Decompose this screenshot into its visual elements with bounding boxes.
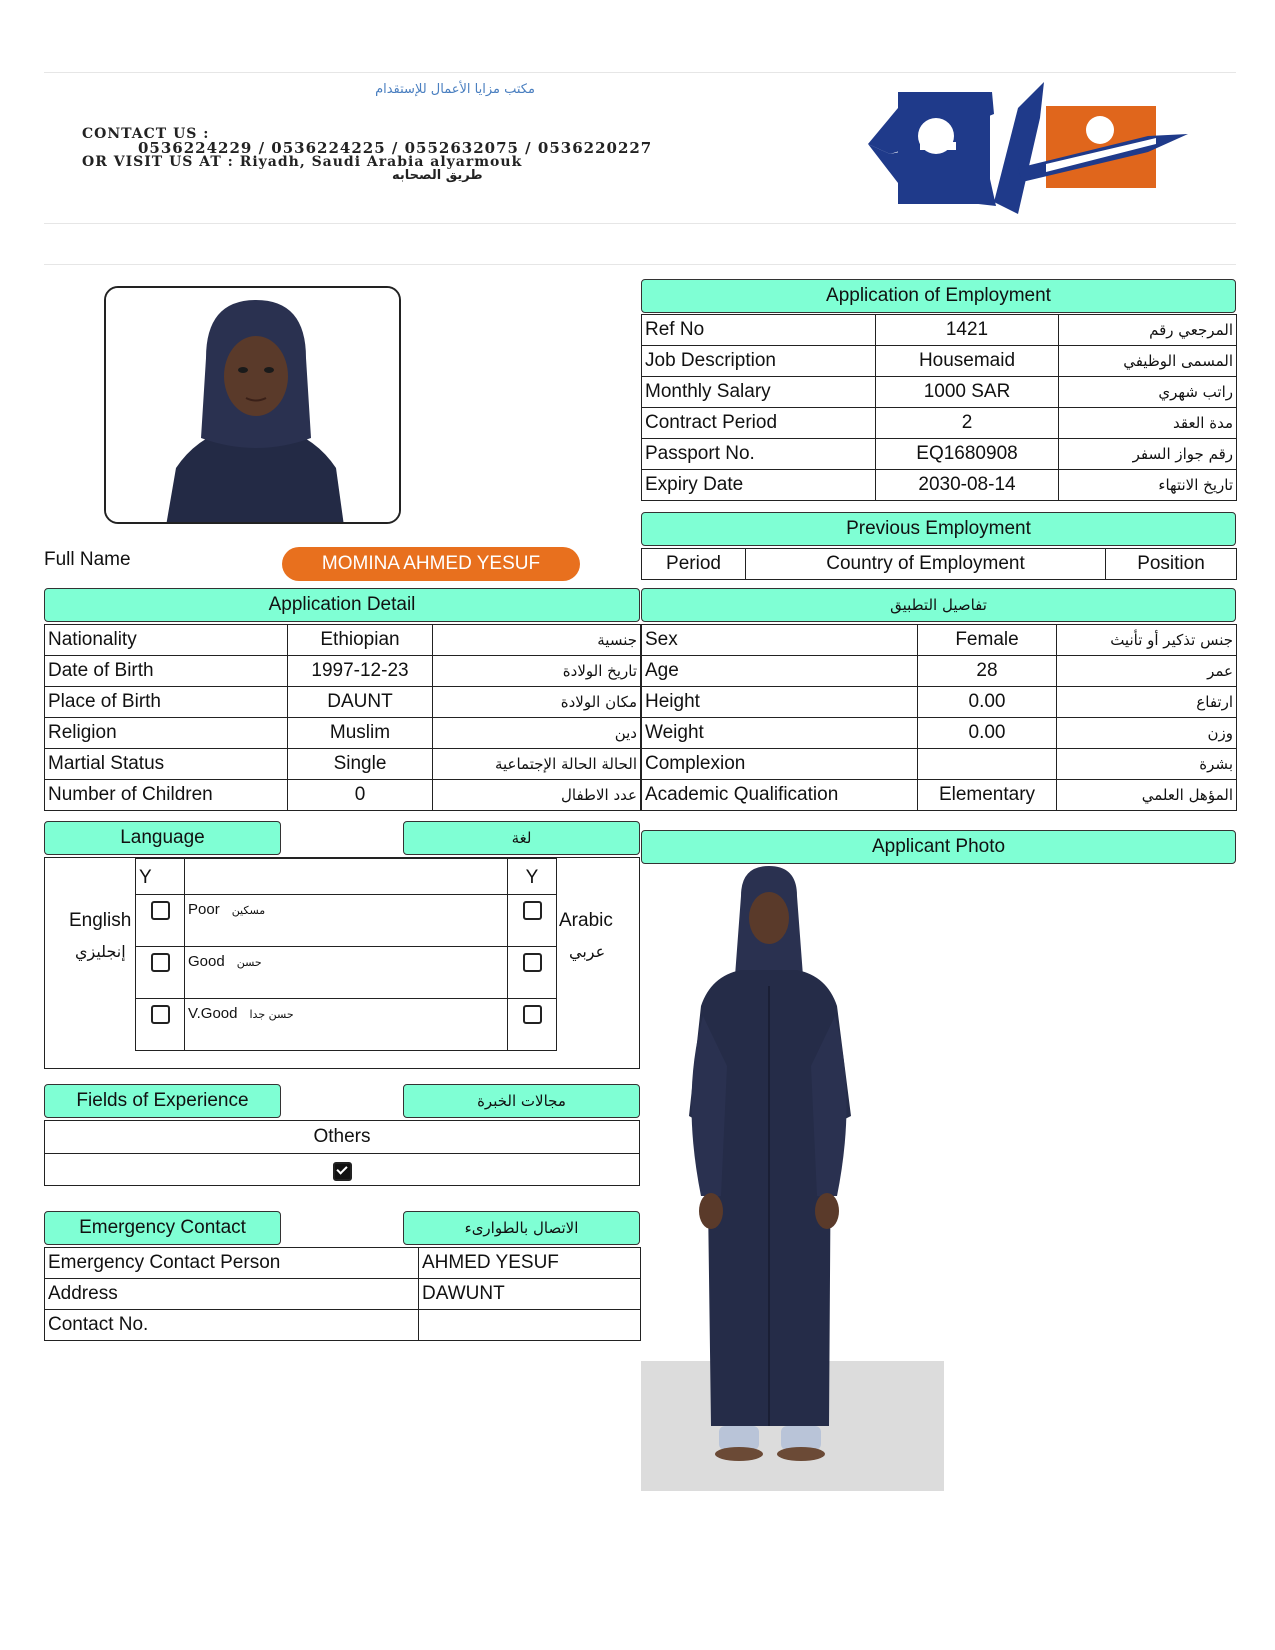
employment-arabic: المرجعي رقم — [1059, 315, 1237, 346]
emergency-value — [419, 1310, 641, 1341]
application-detail-title: Application Detail — [44, 588, 640, 622]
arabic-y-header: Y — [508, 859, 557, 895]
table-row — [45, 1310, 641, 1341]
column-header: Position — [1106, 549, 1237, 580]
employment-label: Passport No. — [642, 439, 876, 470]
arabic-vgood-checkbox[interactable] — [523, 1005, 542, 1024]
emergency-table — [44, 1247, 641, 1341]
employment-value: EQ1680908 — [876, 439, 1059, 470]
detail-arabic: وزن — [1057, 718, 1237, 749]
detail-label: Date of Birth — [45, 656, 288, 687]
contact-label: CONTACT US : — [82, 126, 210, 142]
column-header: Country of Employment — [746, 549, 1106, 580]
experience-others-checkbox[interactable] — [333, 1162, 352, 1181]
detail-value: Single — [288, 749, 433, 780]
level-label-ar: حسن — [236, 956, 262, 969]
level-label: V.Good — [188, 1005, 238, 1022]
employment-arabic: تاريخ الانتهاء — [1059, 470, 1237, 501]
detail-value: 0.00 — [918, 687, 1057, 718]
header-top-rule — [44, 72, 1236, 73]
arabic-label: Arabic — [559, 910, 613, 931]
arabic-poor-checkbox[interactable] — [523, 901, 542, 920]
detail-value: 1997-12-23 — [288, 656, 433, 687]
detail-value: Ethiopian — [288, 625, 433, 656]
level-label: Good — [188, 953, 225, 970]
table-row — [642, 470, 1237, 501]
emergency-label: Emergency Contact Person — [45, 1248, 419, 1279]
contact-visit: OR VISIT US AT : Riyadh, Saudi Arabia alyarmouk — [82, 154, 523, 170]
employment-value: 1421 — [876, 315, 1059, 346]
table-row — [45, 656, 641, 687]
header-bottom-rule — [44, 223, 1236, 224]
table-row — [642, 315, 1237, 346]
detail-label: Age — [642, 656, 918, 687]
english-y-header: Y — [136, 859, 185, 895]
english-label-ar: إنجليزي — [75, 942, 126, 961]
detail-arabic: تاريخ الولادة — [433, 656, 641, 687]
emergency-label: Contact No. — [45, 1310, 419, 1341]
detail-arabic: مكان الولادة — [433, 687, 641, 718]
applicant-full-photo — [641, 866, 944, 1491]
language-grid — [135, 858, 557, 1051]
content-top-rule — [44, 264, 1236, 265]
arabic-label-ar: عربي — [569, 942, 606, 961]
application-detail-ar-table — [641, 624, 1237, 811]
english-poor-checkbox[interactable] — [151, 901, 170, 920]
profile-photo — [104, 286, 401, 524]
detail-value: Elementary — [918, 780, 1057, 811]
detail-label: Religion — [45, 718, 288, 749]
detail-value: 28 — [918, 656, 1057, 687]
table-row — [45, 780, 641, 811]
detail-arabic: عمر — [1057, 656, 1237, 687]
table-row — [45, 1248, 641, 1279]
detail-value: DAUNT — [288, 687, 433, 718]
company-logo — [868, 78, 1218, 218]
level-label-ar: مسكين — [231, 904, 266, 917]
detail-label: Complexion — [642, 749, 918, 780]
language-row — [136, 895, 557, 947]
detail-label: Number of Children — [45, 780, 288, 811]
employment-label: Expiry Date — [642, 470, 876, 501]
table-row — [642, 408, 1237, 439]
language-box — [44, 857, 640, 1069]
contact-phones: 0536224229 / 0536224225 / 0552632075 / 0536220227 — [138, 139, 653, 157]
employment-value: 1000 SAR — [876, 377, 1059, 408]
employment-value: 2 — [876, 408, 1059, 439]
table-row — [642, 346, 1237, 377]
previous-employment-table — [641, 548, 1237, 580]
english-label: English — [69, 910, 132, 931]
emergency-title: Emergency Contact — [44, 1211, 281, 1245]
detail-arabic: جنس تذكير أو تأنيث — [1057, 625, 1237, 656]
table-row — [45, 625, 641, 656]
previous-employment-title: Previous Employment — [641, 512, 1236, 546]
level-header — [185, 859, 508, 895]
experience-title-ar: مجالات الخبرة — [403, 1084, 640, 1118]
experience-item-label: Others — [45, 1121, 639, 1154]
table-row — [45, 749, 641, 780]
english-vgood-checkbox[interactable] — [151, 1005, 170, 1024]
language-header-row — [136, 859, 557, 895]
detail-arabic: عدد الاطفال — [433, 780, 641, 811]
table-row — [642, 780, 1237, 811]
table-row — [642, 439, 1237, 470]
employment-title: Application of Employment — [641, 279, 1236, 313]
table-row — [642, 656, 1237, 687]
detail-label: Height — [642, 687, 918, 718]
employment-arabic: المسمى الوظيفي — [1059, 346, 1237, 377]
experience-box — [44, 1120, 640, 1186]
language-row — [136, 947, 557, 999]
employment-arabic: مدة العقد — [1059, 408, 1237, 439]
detail-value: 0 — [288, 780, 433, 811]
employment-table — [641, 314, 1237, 501]
table-row — [642, 625, 1237, 656]
level-label-ar: حسن جدا — [249, 1008, 294, 1021]
table-row — [642, 687, 1237, 718]
detail-value: Muslim — [288, 718, 433, 749]
level-label: Poor — [188, 901, 220, 918]
emergency-value: AHMED YESUF — [419, 1248, 641, 1279]
detail-arabic: جنسية — [433, 625, 641, 656]
detail-label: Sex — [642, 625, 918, 656]
emergency-label: Address — [45, 1279, 419, 1310]
table-row — [45, 718, 641, 749]
table-row — [642, 377, 1237, 408]
employment-label: Monthly Salary — [642, 377, 876, 408]
employment-arabic: رقم جواز السفر — [1059, 439, 1237, 470]
table-row — [45, 687, 641, 718]
arabic-good-checkbox[interactable] — [523, 953, 542, 972]
application-detail-table — [44, 624, 641, 811]
column-header: Period — [642, 549, 746, 580]
detail-value — [918, 749, 1057, 780]
detail-arabic: ارتفاع — [1057, 687, 1237, 718]
emergency-value: DAWUNT — [419, 1279, 641, 1310]
detail-label: Academic Qualification — [642, 780, 918, 811]
applicant-photo-title: Applicant Photo — [641, 830, 1236, 864]
detail-arabic: المؤهل العلمي — [1057, 780, 1237, 811]
detail-label: Martial Status — [45, 749, 288, 780]
employment-label: Job Description — [642, 346, 876, 377]
english-good-checkbox[interactable] — [151, 953, 170, 972]
employment-arabic: راتب شهري — [1059, 377, 1237, 408]
detail-arabic: دين — [433, 718, 641, 749]
employment-label: Contract Period — [642, 408, 876, 439]
language-title: Language — [44, 821, 281, 855]
detail-value: Female — [918, 625, 1057, 656]
application-detail-ar-title: تفاصيل التطبيق — [641, 588, 1236, 622]
company-arabic-name: مكتب مزايا الأعمال للإستقدام — [375, 82, 535, 97]
contact-block — [82, 127, 842, 183]
table-row — [642, 749, 1237, 780]
emergency-title-ar: الاتصال بالطوارىء — [403, 1211, 640, 1245]
detail-arabic: الحالة الحالة الإجتماعية — [433, 749, 641, 780]
table-row — [642, 718, 1237, 749]
language-row — [136, 999, 557, 1051]
detail-value: 0.00 — [918, 718, 1057, 749]
employment-label: Ref No — [642, 315, 876, 346]
full-name-value: MOMINA AHMED YESUF — [282, 547, 580, 581]
employment-value: Housemaid — [876, 346, 1059, 377]
detail-arabic: بشرة — [1057, 749, 1237, 780]
detail-label: Weight — [642, 718, 918, 749]
employment-value: 2030-08-14 — [876, 470, 1059, 501]
full-name-label: Full Name — [44, 549, 131, 570]
table-row — [45, 1279, 641, 1310]
detail-label: Place of Birth — [45, 687, 288, 718]
language-title-ar: لغة — [403, 821, 640, 855]
experience-title: Fields of Experience — [44, 1084, 281, 1118]
contact-address-arabic: طريق الصحابه — [392, 168, 483, 183]
table-header-row — [642, 549, 1237, 580]
detail-label: Nationality — [45, 625, 288, 656]
